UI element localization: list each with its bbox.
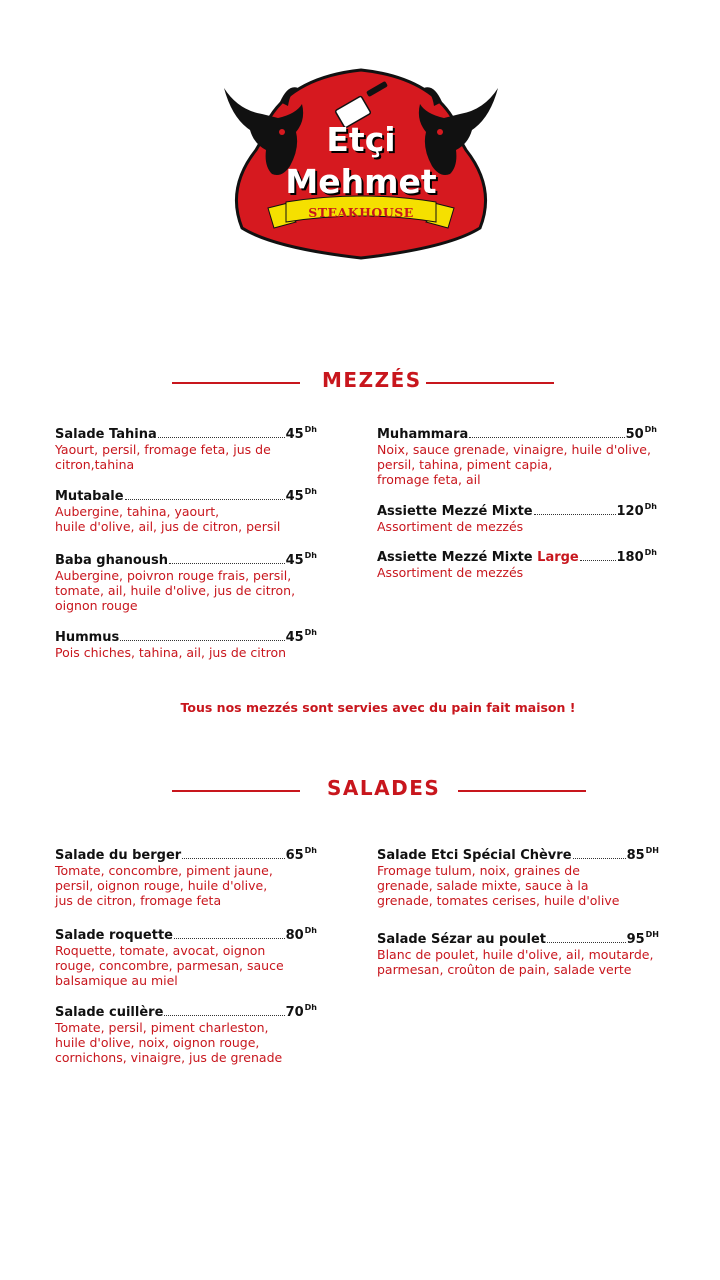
price-value: 45	[285, 427, 304, 442]
price-value: 65	[285, 848, 304, 863]
menu-item-price	[627, 846, 659, 863]
menu-item-price	[617, 548, 657, 565]
dotted-leader	[169, 563, 285, 564]
description-line: Tomate, concombre, piment jaune,	[55, 863, 273, 878]
price-value: 80	[285, 928, 304, 943]
menu-item	[377, 425, 657, 487]
menu-item	[377, 548, 657, 580]
menu-item-header	[377, 548, 657, 565]
menu-item-header	[55, 628, 317, 645]
menu-item-name	[377, 932, 546, 947]
menu-item-name	[377, 550, 579, 565]
brand-name-line2: Mehmet	[285, 162, 437, 201]
price-currency: Dh	[304, 425, 317, 434]
menu-item-header	[377, 930, 659, 947]
price-currency: Dh	[304, 487, 317, 496]
price-currency: DH	[645, 846, 659, 855]
description-line: balsamique au miel	[55, 973, 178, 988]
menu-item	[55, 425, 317, 472]
brand-tagline: STEAKHOUSE	[308, 205, 414, 220]
menu-item-description	[377, 863, 659, 908]
menu-item-name	[55, 1005, 163, 1020]
menu-item-price	[286, 1003, 317, 1020]
menu-item-name-text: Salade Tahina	[55, 427, 157, 442]
menu-item-header	[377, 846, 659, 863]
description-line: Roquette, tomate, avocat, oignon	[55, 943, 266, 958]
menu-item-name	[55, 630, 119, 645]
mezzes-bread-note: Tous nos mezzés sont servies avec du pain fait maison !	[180, 700, 576, 715]
dotted-leader	[120, 640, 284, 641]
description-line: Tomate, persil, piment charleston,	[55, 1020, 269, 1035]
salades-title: SALADES	[327, 776, 441, 800]
description-line: Blanc de poulet, huile d'olive, ail, moutarde,	[377, 947, 654, 962]
description-line: persil, tahina, piment capia,	[377, 457, 553, 472]
price-value: 70	[285, 1005, 304, 1020]
dotted-leader	[469, 437, 624, 438]
menu-item-name-text: Hummus	[55, 630, 120, 645]
menu-item-name	[55, 489, 124, 504]
price-currency: Dh	[304, 1003, 317, 1012]
price-currency: Dh	[304, 926, 317, 935]
price-value: 45	[285, 553, 304, 568]
menu-item-header	[55, 551, 317, 568]
menu-item	[55, 551, 317, 613]
menu-item-name	[377, 848, 572, 863]
description-line: Noix, sauce grenade, vinaigre, huile d'olive,	[377, 442, 651, 457]
description-line: huile d'olive, ail, jus de citron, persil	[55, 519, 281, 534]
menu-item-name	[55, 928, 173, 943]
menu-item-name-text: Baba ghanoush	[55, 553, 169, 568]
salades-section-heading	[0, 776, 720, 806]
description-line: Fromage tulum, noix, graines de	[377, 863, 580, 878]
menu-item-price	[617, 502, 657, 519]
price-currency: Dh	[644, 548, 657, 557]
dotted-leader	[182, 858, 284, 859]
menu-item-description	[55, 863, 317, 908]
menu-item	[377, 846, 659, 908]
menu-item-name-text: Salade Etci Spécial Chèvre	[377, 848, 572, 863]
menu-item-name-text: Salade cuillère	[55, 1005, 164, 1020]
menu-item-description	[377, 565, 657, 580]
description-line: tomate, ail, huile d'olive, jus de citron,	[55, 583, 296, 598]
dotted-leader	[164, 1015, 284, 1016]
menu-item-name-text: Salade du berger	[55, 848, 182, 863]
dotted-leader	[174, 938, 285, 939]
price-value: 120	[616, 504, 644, 519]
menu-item	[55, 846, 317, 908]
menu-item	[377, 502, 657, 534]
menu-item-description	[377, 947, 659, 977]
menu-item-header	[55, 1003, 317, 1020]
description-line: Aubergine, poivron rouge frais, persil,	[55, 568, 292, 583]
menu-item-description	[55, 943, 317, 988]
menu-item-header	[55, 846, 317, 863]
price-currency: Dh	[644, 425, 657, 434]
menu-item-description	[55, 442, 317, 472]
description-line: Assortiment de mezzés	[377, 519, 524, 534]
menu-item-name	[55, 427, 157, 442]
description-line: parmesan, croûton de pain, salade verte	[377, 962, 632, 977]
price-value: 45	[285, 489, 304, 504]
menu-item	[377, 930, 659, 977]
menu-item-description	[377, 519, 657, 534]
price-currency: Dh	[304, 551, 317, 560]
menu-item-price	[286, 926, 317, 943]
price-value: 50	[625, 427, 644, 442]
menu-item-description	[55, 1020, 317, 1065]
menu-item-price	[286, 487, 317, 504]
menu-item-description	[377, 442, 657, 487]
dotted-leader	[580, 560, 616, 561]
price-value: 85	[626, 848, 645, 863]
menu-item-price	[627, 930, 659, 947]
menu-item-name-text: Salade roquette	[55, 928, 173, 943]
price-currency: Dh	[304, 628, 317, 637]
menu-item-price	[286, 846, 317, 863]
heading-rule-left	[172, 382, 300, 384]
heading-rule-right	[426, 382, 554, 384]
price-currency: Dh	[304, 846, 317, 855]
menu-item-description	[55, 504, 317, 534]
menu-item-description	[55, 645, 317, 660]
menu-item-header	[55, 926, 317, 943]
description-line: Assortiment de mezzés	[377, 565, 524, 580]
menu-item-name-accent: Large	[537, 550, 579, 565]
menu-item-price	[626, 425, 657, 442]
menu-item-header	[55, 487, 317, 504]
menu-item	[55, 1003, 317, 1065]
menu-item-price	[286, 551, 317, 568]
dotted-leader	[573, 858, 626, 859]
menu-item-header	[377, 425, 657, 442]
menu-item-name-text: Mutabale	[55, 489, 124, 504]
description-line: citron,tahina	[55, 457, 135, 472]
menu-item-price	[286, 425, 317, 442]
dotted-leader	[547, 942, 626, 943]
menu-item-price	[286, 628, 317, 645]
description-line: persil, oignon rouge, huile d'olive,	[55, 878, 268, 893]
price-value: 180	[616, 550, 644, 565]
menu-item-description	[55, 568, 317, 613]
description-line: oignon rouge	[55, 598, 138, 613]
menu-item-header	[377, 502, 657, 519]
menu-item-header	[55, 425, 317, 442]
menu-item-name-text: Assiette Mezzé Mixte	[377, 504, 533, 519]
menu-item-name	[377, 504, 533, 519]
description-line: jus de citron, fromage feta	[55, 893, 222, 908]
description-line: Aubergine, tahina, yaourt,	[55, 504, 220, 519]
description-line: rouge, concombre, parmesan, sauce	[55, 958, 284, 973]
menu-item-name	[377, 427, 468, 442]
description-line: grenade, tomates cerises, huile d'olive	[377, 893, 620, 908]
menu-item-name-text: Salade Sézar au poulet	[377, 932, 546, 947]
heading-rule-left	[172, 790, 300, 792]
price-currency: Dh	[644, 502, 657, 511]
description-line: Pois chiches, tahina, ail, jus de citron	[55, 645, 287, 660]
description-line: Yaourt, persil, fromage feta, jus de	[55, 442, 271, 457]
price-value: 95	[626, 932, 645, 947]
description-line: cornichons, vinaigre, jus de grenade	[55, 1050, 283, 1065]
dotted-leader	[125, 499, 285, 500]
description-line: huile d'olive, noix, oignon rouge,	[55, 1035, 260, 1050]
description-line: fromage feta, ail	[377, 472, 481, 487]
menu-item-name-text: Assiette Mezzé Mixte	[377, 550, 533, 565]
price-value: 45	[285, 630, 304, 645]
mezzes-section-heading	[0, 368, 720, 398]
menu-item-name	[55, 848, 181, 863]
menu-item	[55, 487, 317, 534]
dotted-leader	[158, 437, 285, 438]
dotted-leader	[534, 514, 616, 515]
description-line: grenade, salade mixte, sauce à la	[377, 878, 589, 893]
menu-item-name	[55, 553, 168, 568]
price-currency: DH	[645, 930, 659, 939]
menu-item	[55, 628, 317, 660]
brand-logo	[220, 62, 502, 262]
brand-name-line1: Etçi	[326, 120, 396, 159]
menu-item-name-text: Muhammara	[377, 427, 469, 442]
heading-rule-right	[458, 790, 586, 792]
menu-item	[55, 926, 317, 988]
mezzes-title: MEZZÉS	[322, 368, 422, 392]
